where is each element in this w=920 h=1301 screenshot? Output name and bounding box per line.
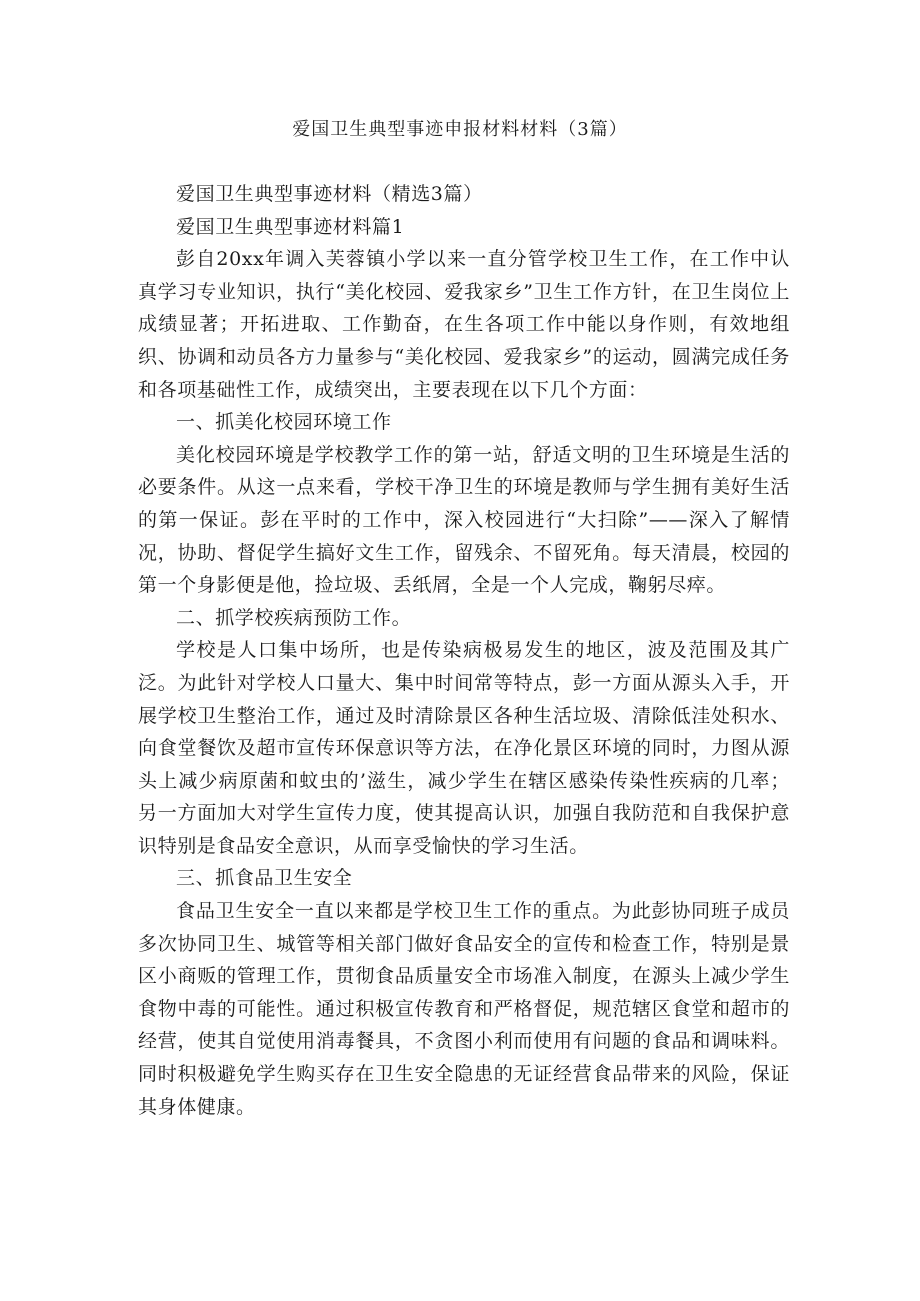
section-2-heading: 二、抓学校疾病预防工作。 xyxy=(176,606,412,629)
section-3-paragraph: 食品卫生安全一直以来都是学校卫生工作的重点。为此彭协同班子成员多次协同卫生、城管等相关部门做好食品安全的宣传和检查工作，特别是景区小商贩的管理工作，贯彻食品质量安全市场准入制度，在源头上减少学生食物中毒的可能性。通过积极宣传教育和严格督促，规范辖区食堂和超市的经营，使其自觉使用消毒餐具，不贪图小利而使用有问题的食品和调味料。同时积极避免学生购买存在卫生安全隐患的无证经营食品带来的风险，保证其身体健康。 xyxy=(138,900,790,1118)
document-body xyxy=(138,178,790,1123)
section-1-paragraph: 美化校园环境是学校教学工作的第一站，舒适文明的卫生环境是生活的必要条件。从这一点来看，学校干净卫生的环境是教师与学生拥有美好生活的第一保证。彭在平时的工作中，深入校园进行“大扫除”——深入了解情况，协助、督促学生搞好文生工作，留残余、不留死角。每天清晨，校园的第一个身影便是他，捡垃圾、丢纸屑，全是一个人完成，鞠躬尽瘁。 xyxy=(138,443,790,597)
section-3-heading: 三、抓食品卫生安全 xyxy=(176,867,353,890)
intro-paragraph: 彭自20xx年调入芙蓉镇小学以来一直分管学校卫生工作，在工作中认真学习专业知识，执行“美化校园、爱我家乡”卫生工作方针，在卫生岗位上成绩显著；开拓进取、工作勤奋，在生各项工作中能以身作则，有效地组织、协调和动员各方力量参与“美化校园、爱我家乡”的运动，圆满完成任务和各项基础性工作，成绩突出，主要表现在以下几个方面： xyxy=(138,248,790,401)
article-heading: 爱国卫生典型事迹材料篇1 xyxy=(176,215,405,238)
section-1-heading: 一、抓美化校园环境工作 xyxy=(176,411,392,434)
section-2-paragraph: 学校是人口集中场所，也是传染病极易发生的地区，波及范围及其广泛。为此针对学校人口量大、集中时间常等特点，彭一方面从源头入手，开展学校卫生整治工作，通过及时清除景区各种生活垃圾、清除低洼处积水、向食堂餐饮及超市宣传环保意识等方法，在净化景区环境的同时，力图从源头上减少病原菌和蚊虫的’滋生，减少学生在辖区感染传染性疾病的几率；另一方面加大对学生宣传力度，使其提高认识，加强自我防范和自我保护意识特别是食品安全意识，从而享受愉快的学习生活。 xyxy=(138,639,790,857)
document-title: 爱国卫生典型事迹申报材料材料（3篇） xyxy=(292,119,628,140)
document-subtitle: 爱国卫生典型事迹材料（精选3篇） xyxy=(176,183,483,205)
